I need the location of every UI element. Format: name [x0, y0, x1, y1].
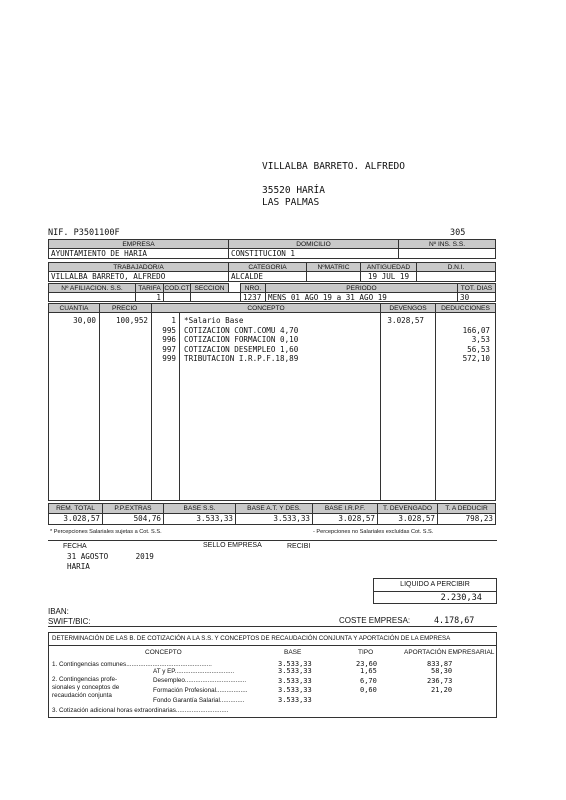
det-form-tipo: 0,60 [360, 686, 377, 694]
liquido-label: LIQUIDO A PERCIBIR [400, 581, 470, 588]
line-deduccion: 572,10 [462, 354, 490, 364]
base-at-value: 3.533,33 [235, 513, 313, 525]
pp-extras-header: P.P.EXTRAS [102, 503, 164, 514]
lugar-value: HARIA [67, 562, 90, 571]
det-des-aport: 236,73 [427, 677, 453, 685]
det-concepto-header: CONCEPTO [145, 649, 182, 656]
pp-extras-value: 504,76 [102, 513, 164, 525]
sello-label: SELLO EMPRESA [203, 542, 262, 549]
empresa-header: EMPRESA [48, 239, 229, 249]
line-devengo: 3.028,57 [387, 316, 424, 325]
empresa-value: AYUNTAMIENTO DE HARIA [48, 248, 229, 259]
liquido-box [373, 578, 497, 604]
det-row1-label: 1. Contingencias comunes................................................. [52, 661, 212, 668]
footnote-right: - Percepciones no Salariales excluídas Cot. S.S. [313, 529, 434, 535]
t-deducir-header: T. A DEDUCIR [437, 503, 496, 514]
base-ss-value: 3.533,33 [163, 513, 236, 525]
line-precio: 100,952 [115, 316, 148, 325]
recipient-name: VILLALBA BARRETO. ALFREDO [262, 161, 405, 172]
domicilio-value: CONSTITUCION 1 [228, 248, 399, 259]
det-at-aport: 58,30 [431, 667, 453, 675]
footnote-left: * Percepciones Salariales sujetas a Cot. S.S. [50, 529, 162, 535]
dni-value [416, 271, 496, 282]
nif-line: NIF. P3501100F [48, 228, 120, 238]
line-code: 995 [162, 325, 176, 335]
fecha-label: FECHA [63, 543, 87, 550]
code-305: 305 [450, 228, 466, 238]
tarifa-value: 1 [135, 292, 164, 302]
ins-ss-value [398, 248, 496, 259]
det-form-base: 3.533,33 [278, 686, 312, 694]
trabajador-value: VILLALBA BARRETO, ALFREDO [48, 271, 229, 282]
t-devengado-value: 3.028,57 [377, 513, 438, 525]
line-deduccion: 56,53 [467, 344, 490, 354]
line-code: 996 [162, 335, 176, 345]
t-deducir-value: 798,23 [437, 513, 496, 525]
precio-header: PRECIO [99, 303, 152, 313]
categoria-header: CATEGORIA [228, 262, 307, 272]
periodo-value: MENS 01 AGO 19 a 31 AGO 19 [265, 292, 458, 302]
line-code: 1 [171, 316, 176, 325]
tarifa-header: TARIFA [135, 283, 164, 293]
coste-value: 4.178,67 [434, 615, 475, 625]
recipient-city: 35520 HARÍA [262, 185, 325, 196]
det-des-base: 3.533,33 [278, 677, 312, 685]
line-concepto: TRIBUTACION I.R.P.F.18,89 [184, 354, 299, 364]
rem-total-value: 3.028,57 [48, 513, 103, 525]
determination-title: DETERMINACIÓN DE LAS B. DE COTIZACIÓN A LA S.S. Y CONCEPTOS DE RECAUDACIÓN CONJUNTA Y APORTACIÓN DE LA EMPRESA [52, 635, 451, 642]
domicilio-header: DOMICILIO [228, 239, 399, 249]
afiliacion-header: Nº AFILIACION. S.S. [48, 283, 136, 293]
dni-header: D.N.I. [416, 262, 496, 272]
coste-label: COSTE EMPRESA: [339, 616, 411, 625]
line-cuantia: 30,00 [73, 316, 96, 325]
periodo-header: PERIODO [265, 283, 458, 293]
det-at-label: AT y EP.................................. [153, 668, 235, 675]
categoria-value: ALCALDE [228, 271, 307, 282]
ins-ss-header: Nº INS. S.S. [398, 239, 496, 249]
line-deduccion: 3,53 [471, 335, 490, 345]
nro-value: 1237 [240, 292, 266, 302]
line-code: 997 [162, 344, 176, 354]
det-tipo-header: TIPO [358, 649, 374, 656]
deducciones-header: DEDUCCIONES [435, 303, 496, 313]
det-base-header: BASE [284, 649, 302, 656]
det-at-tipo: 1,65 [360, 667, 377, 675]
seccion-header: SECCION [190, 283, 229, 293]
base-at-header: BASE A.T. Y DES. [235, 503, 313, 514]
line-concepto: *Salario Base [184, 316, 244, 325]
det-row1-base: 3.533,33 [278, 660, 312, 668]
det-row2-label: 2. Contingencias profe- sionales y conceptos de recaudación conjunta [52, 676, 120, 699]
det-form-aport: 21,20 [431, 686, 453, 694]
det-row1-tipo: 23,60 [356, 660, 378, 668]
devengos-header: DEVENGOS [380, 303, 436, 313]
totdias-header: TOT. DIAS [457, 283, 496, 293]
t-devengado-header: T. DEVENGADO [377, 503, 438, 514]
line-deduccion: 166,07 [462, 325, 490, 335]
base-irpf-value: 3.028,57 [312, 513, 378, 525]
seccion-value [190, 292, 241, 302]
line-concepto: COTIZACION DESEMPLEO 1,60 [184, 344, 299, 354]
det-row1-aport: 833,87 [427, 660, 453, 668]
line-code: 999 [162, 354, 176, 364]
line-concepto: COTIZACION CONT.COMU 4,70 [184, 325, 299, 335]
recipient-province: LAS PALMAS [262, 197, 320, 208]
matric-value [306, 271, 361, 282]
antiguedad-header: ANTIGUEDAD [360, 262, 417, 272]
recibi-label: RECIBI [287, 543, 311, 550]
matric-header: NºMATRIC [306, 262, 361, 272]
nro-header: NRO. [240, 283, 266, 293]
swift-label: SWIFT/BIC: [48, 617, 91, 626]
afiliacion-value [48, 292, 136, 302]
fecha-value: 31 AGOSTO 2019 [67, 552, 154, 561]
codct-value [163, 292, 191, 302]
det-fog-base: 3.533,33 [278, 696, 312, 704]
det-aportacion-header: APORTACIÓN EMPRESARIAL [404, 649, 495, 656]
det-fogasa-label: Fondo Garantía Salarial.............. [153, 697, 245, 704]
det-row3-label: 3. Cotización adicional horas extraordinarias.............................. [52, 707, 229, 714]
liquido-value: 2.230,34 [440, 593, 482, 603]
det-des-tipo: 6,70 [360, 677, 377, 685]
det-desempleo-label: Desempleo................................... [153, 677, 247, 684]
rem-total-header: REM. TOTAL [48, 503, 103, 514]
concepto-header: CONCEPTO [151, 303, 381, 313]
iban-label: IBAN: [48, 607, 69, 616]
trabajador-header: TRABAJADOR/A [48, 262, 229, 272]
codct-header: COD.CT [164, 285, 190, 292]
line-concepto: COTIZACION FORMACION 0,10 [184, 335, 299, 345]
antiguedad-value: 19 JUL 19 [360, 271, 417, 282]
base-ss-header: BASE S.S. [163, 503, 236, 514]
det-formacion-label: Formación Profesional.................. [153, 687, 248, 694]
totdias-value: 30 [457, 292, 496, 302]
det-at-base: 3.533,33 [278, 667, 312, 675]
cuantia-header: CUANTIA [48, 303, 100, 313]
base-irpf-header: BASE I.R.P.F. [312, 503, 378, 514]
